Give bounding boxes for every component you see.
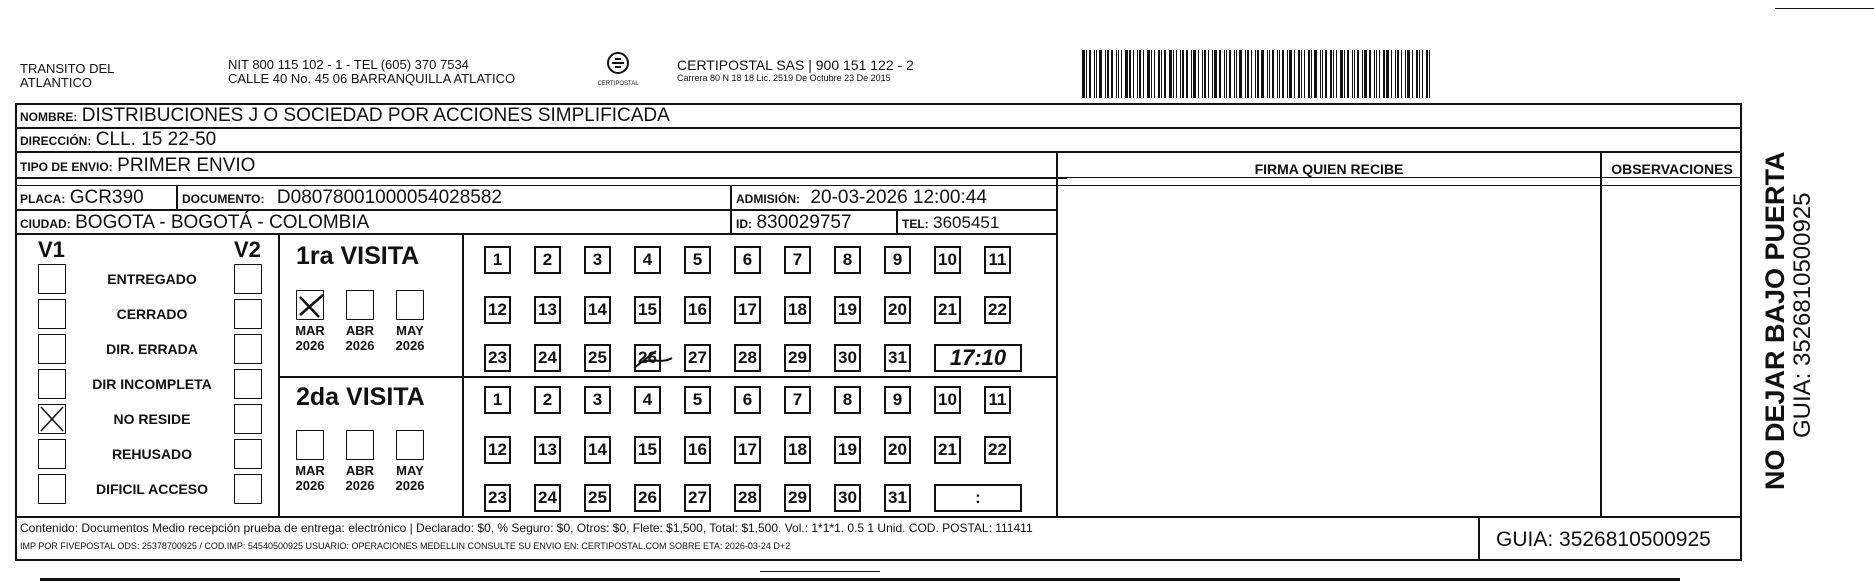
tipo-label: TIPO DE ENVIO:: [20, 160, 113, 174]
status-label: DIFICIL ACCESO: [95, 481, 208, 497]
month-checkbox[interactable]: [346, 290, 374, 320]
month-checkbox[interactable]: [296, 290, 324, 320]
v1-checkbox[interactable]: [38, 439, 66, 469]
day-box[interactable]: 13: [534, 436, 561, 464]
id-label: ID:: [736, 217, 752, 231]
ciudad-field: [20, 212, 369, 234]
ciudad-value: BOGOTA - BOGOTÁ - COLOMBIA: [75, 212, 370, 233]
row-divider: [15, 127, 1742, 129]
logo-text: CERTIPOSTAL: [597, 81, 639, 87]
row-divider: [278, 376, 1056, 378]
day-box[interactable]: 8: [834, 246, 861, 274]
nombre-value: DISTRIBUCIONES J O SOCIEDAD POR ACCIONES SIMPLIFICADA: [81, 105, 670, 126]
day-box[interactable]: 19: [834, 296, 861, 324]
sender-line-1: TRANSITO DEL: [20, 61, 115, 76]
day-box[interactable]: 3: [584, 246, 611, 274]
side-label: [1760, 120, 1816, 490]
v1-checkbox[interactable]: [38, 299, 66, 329]
day-box[interactable]: 6: [734, 386, 761, 414]
day-box[interactable]: 29: [784, 344, 811, 372]
tel-value: 3605451: [933, 213, 1000, 232]
day-box[interactable]: 13: [534, 296, 561, 324]
status-label: CERRADO: [116, 306, 188, 322]
day-box[interactable]: 22: [984, 436, 1011, 464]
v2-header: V2: [234, 237, 261, 262]
tipo-row: [20, 155, 255, 177]
month-label: ABR 2026: [345, 323, 375, 353]
day-box[interactable]: 4: [634, 386, 661, 414]
col-divider: [896, 211, 898, 235]
tipo-value: PRIMER ENVIO: [117, 155, 256, 176]
carrier-info: [677, 57, 914, 83]
status-label: DIR INCOMPLETA: [92, 376, 212, 392]
day-box[interactable]: 30: [834, 344, 861, 372]
day-box[interactable]: 12: [484, 436, 511, 464]
ciudad-label: CIUDAD:: [20, 217, 71, 231]
day-box[interactable]: 2: [534, 386, 561, 414]
col-divider: [1478, 516, 1480, 561]
scan-edge: [760, 571, 880, 572]
status-label: ENTREGADO: [107, 271, 197, 287]
barcode: [1082, 50, 1617, 98]
scan-edge: [40, 578, 1680, 581]
placa-field: [20, 187, 144, 209]
day-box[interactable]: 14: [584, 436, 611, 464]
day-box[interactable]: 6: [734, 246, 761, 274]
day-box[interactable]: 31: [884, 484, 911, 512]
nombre-label: NOMBRE:: [20, 110, 78, 124]
day-box[interactable]: 9: [884, 246, 911, 274]
observaciones-header: OBSERVACIONES: [1611, 161, 1733, 177]
side-no-dejar: NO DEJAR BAJO PUERTA: [1760, 151, 1790, 490]
day-box[interactable]: 30: [834, 484, 861, 512]
month-checkbox[interactable]: [296, 430, 324, 460]
status-label: DIR. ERRADA: [106, 341, 198, 357]
row-divider: [1067, 177, 1742, 178]
direccion-label: DIRECCIÓN:: [20, 134, 92, 148]
direccion-value: CLL. 15 22-50: [95, 129, 217, 150]
side-guia: GUIA: 3526810500925: [1789, 192, 1816, 438]
documento-label: DOCUMENTO:: [182, 192, 265, 206]
placa-label: PLACA:: [20, 192, 66, 206]
day-box[interactable]: 21: [934, 296, 961, 324]
row-divider: [15, 516, 1742, 518]
v2-checkbox[interactable]: [234, 264, 262, 294]
v1-checkbox[interactable]: [38, 474, 66, 504]
day-box[interactable]: 28: [734, 484, 761, 512]
day-box[interactable]: 4: [634, 246, 661, 274]
day-box[interactable]: 17: [734, 296, 761, 324]
v2-checkbox[interactable]: [234, 299, 262, 329]
footer-guia: GUIA: 3526810500925: [1496, 528, 1711, 551]
month-label: MAY 2026: [395, 463, 425, 493]
day-box[interactable]: 14: [584, 296, 611, 324]
second-visit-title: 2da VISITA: [296, 383, 425, 411]
v1-checkbox[interactable]: [38, 404, 66, 434]
month-label: MAR 2026: [295, 463, 325, 493]
day-box[interactable]: 26: [634, 344, 661, 372]
direccion-row: [20, 129, 216, 151]
logo-icon: [604, 52, 632, 76]
certipostal-logo: [592, 52, 644, 87]
first-visit-time[interactable]: 17:10: [934, 344, 1022, 372]
placa-value: GCR390: [69, 187, 144, 208]
admision-field: [736, 187, 987, 209]
nombre-row: [20, 105, 670, 127]
top-rule: [1775, 8, 1874, 9]
day-box[interactable]: 10: [934, 386, 961, 414]
tel-field: [902, 213, 999, 233]
day-box[interactable]: 26: [634, 484, 661, 512]
day-box[interactable]: 8: [834, 386, 861, 414]
day-box[interactable]: 18: [784, 436, 811, 464]
sender-contact: [228, 58, 515, 86]
day-box[interactable]: 19: [834, 436, 861, 464]
documento-field: [182, 187, 502, 209]
status-label: NO RESIDE: [113, 411, 191, 427]
day-box[interactable]: 23: [484, 484, 511, 512]
row-divider: [15, 209, 1056, 211]
col-divider: [176, 185, 178, 210]
day-box[interactable]: 1: [484, 246, 511, 274]
day-box[interactable]: 23: [484, 344, 511, 372]
day-box[interactable]: 28: [734, 344, 761, 372]
day-box[interactable]: 27: [684, 344, 711, 372]
footer-contents: Contenido: Documentos Medio recepción prueba de entrega: electrónico | Declarado: $0, % Seguro: $0, Otros: $0, Flete: $1,500, Total: $1,500. Vol.: 1*1*1. 0.5 1 Unid. COD. POSTAL: 111411: [20, 521, 1033, 535]
day-box[interactable]: 21: [934, 436, 961, 464]
day-box[interactable]: 24: [534, 344, 561, 372]
status-label: REHUSADO: [111, 446, 193, 462]
documento-value: D08078001000054028582: [276, 187, 502, 208]
second-visit-time[interactable]: :: [934, 484, 1022, 512]
admision-label: ADMISIÓN:: [736, 192, 800, 206]
month-checkbox[interactable]: [346, 430, 374, 460]
nit-line: NIT 800 115 102 - 1 - TEL (605) 370 7534: [228, 57, 469, 72]
address-line: CALLE 40 No. 45 06 BARRANQUILLA ATLATICO: [228, 71, 516, 86]
day-box[interactable]: 9: [884, 386, 911, 414]
admision-value: 20-03-2026 12:00:44: [810, 187, 987, 208]
v2-checkbox[interactable]: [234, 474, 262, 504]
v2-checkbox[interactable]: [234, 439, 262, 469]
row-divider: [15, 185, 1742, 186]
sender-line-2: ATLANTICO: [20, 75, 92, 90]
v2-checkbox[interactable]: [234, 404, 262, 434]
first-visit-title: 1ra VISITA: [296, 242, 420, 270]
day-box[interactable]: 5: [684, 386, 711, 414]
day-box[interactable]: 3: [584, 386, 611, 414]
month-checkbox[interactable]: [396, 290, 424, 320]
day-box[interactable]: 1: [484, 386, 511, 414]
month-label: ABR 2026: [345, 463, 375, 493]
day-box[interactable]: 31: [884, 344, 911, 372]
day-box[interactable]: 18: [784, 296, 811, 324]
day-box[interactable]: 27: [684, 484, 711, 512]
firma-header: FIRMA QUIEN RECIBE: [1254, 161, 1404, 177]
v2-checkbox[interactable]: [234, 334, 262, 364]
day-box[interactable]: 16: [684, 436, 711, 464]
v1-checkbox[interactable]: [38, 334, 66, 364]
day-box[interactable]: 15: [634, 436, 661, 464]
day-box[interactable]: 20: [884, 436, 911, 464]
col-divider: [1056, 153, 1058, 516]
col-divider: [730, 185, 732, 235]
day-box[interactable]: 29: [784, 484, 811, 512]
day-box[interactable]: 7: [784, 246, 811, 274]
day-box[interactable]: 22: [984, 296, 1011, 324]
v1-checkbox[interactable]: [38, 369, 66, 399]
day-box[interactable]: 10: [934, 246, 961, 274]
day-box[interactable]: 16: [684, 296, 711, 324]
tel-label: TEL:: [902, 217, 929, 231]
day-box[interactable]: 11: [984, 386, 1011, 414]
day-box[interactable]: 5: [684, 246, 711, 274]
month-label: MAY 2026: [395, 323, 425, 353]
v1-header: V1: [38, 237, 65, 262]
carrier-license: Carrera 80 N 18 18 Lic. 2519 De Octubre 23 De 2015: [677, 73, 891, 83]
day-box[interactable]: 11: [984, 246, 1011, 274]
row-divider: [15, 151, 1742, 153]
day-box[interactable]: 12: [484, 296, 511, 324]
day-box[interactable]: 24: [534, 484, 561, 512]
day-box[interactable]: 17: [734, 436, 761, 464]
v1-checkbox[interactable]: [38, 264, 66, 294]
v2-checkbox[interactable]: [234, 369, 262, 399]
day-box[interactable]: 25: [584, 344, 611, 372]
row-divider: [15, 177, 1067, 179]
id-field: [736, 212, 852, 234]
col-divider: [1600, 153, 1602, 516]
footer-print-info: IMP POR FIVEPOSTAL ODS: 25378700925 / COD.IMP: 54540500925 USUARIO: OPERACIONES MEDELLIN CONSULTE SU ENVIO EN: CERTIPOSTAL.COM SOBRE ETA: 2026-03-24 D+2: [20, 541, 791, 551]
id-value: 830029757: [756, 212, 852, 233]
day-box[interactable]: 20: [884, 296, 911, 324]
carrier-line: CERTIPOSTAL SAS | 900 151 122 - 2: [677, 57, 914, 73]
day-box[interactable]: 2: [534, 246, 561, 274]
day-box[interactable]: 25: [584, 484, 611, 512]
sender-name: [20, 62, 114, 90]
month-label: MAR 2026: [295, 323, 325, 353]
day-box[interactable]: 15: [634, 296, 661, 324]
month-checkbox[interactable]: [396, 430, 424, 460]
day-box[interactable]: 7: [784, 386, 811, 414]
